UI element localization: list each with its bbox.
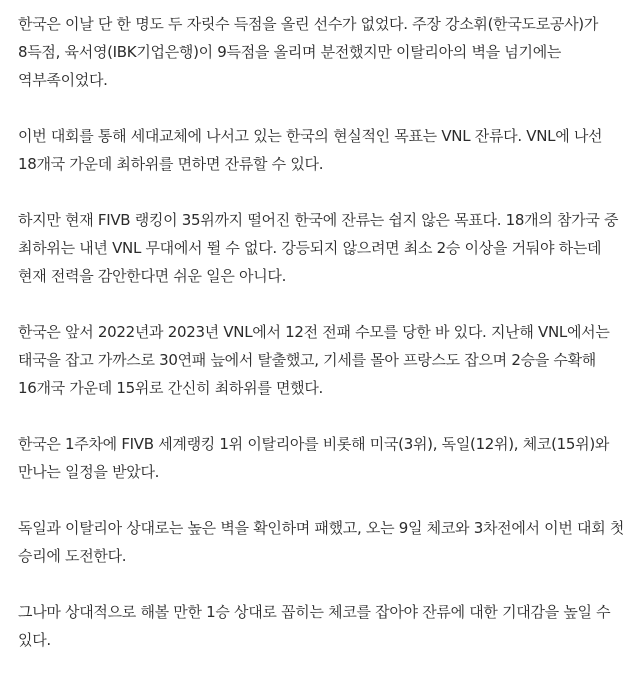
article-paragraph: 독일과 이탈리아 상대로는 높은 벽을 확인하며 패했고, 오는 9일 체코와 3차전에서 이번 대회 첫 승리에 도전한다.: [18, 519, 625, 565]
article-paragraph: 하지만 현재 FIVB 랭킹이 35위까지 떨어진 한국에 잔류는 쉽지 않은 목표다. 18개의 참가국 중 최하위는 내년 VNL 무대에서 뛸 수 없다. 강등되지 않으려면 최소 2승 이상을 거둬야 하는데 현재 전력을 감안한다면 쉬운 일은 아니다.: [18, 211, 619, 285]
article-paragraph: 한국은 1주차에 FIVB 세계랭킹 1위 이탈리아를 비롯해 미국(3위), 독일(12위), 체코(15위)와 만나는 일정을 받았다.: [18, 435, 610, 481]
article-paragraph: 그나마 상대적으로 해볼 만한 1승 상대로 꼽히는 체코를 잡아야 잔류에 대한 기대감을 높일 수 있다.: [18, 603, 611, 649]
article-paragraph: 한국은 앞서 2022년과 2023년 VNL에서 12전 전패 수모를 당한 바 있다. 지난해 VNL에서는 태국을 잡고 가까스로 30연패 늪에서 탈출했고, 기세를 몰아 프랑스도 잡으며 2승을 수확해 16개국 가운데 15위로 간신히 최하위를 면했다.: [18, 323, 610, 397]
article-paragraph: 한국은 이날 단 한 명도 두 자릿수 득점을 올린 선수가 없었다. 주장 강소휘(한국도로공사)가 8득점, 육서영(IBK기업은행)이 9득점을 올리며 분전했지만 이탈리아의 벽을 넘기에는 역부족이었다.: [18, 15, 599, 89]
article-paragraph: 이번 대회를 통해 세대교체에 나서고 있는 한국의 현실적인 목표는 VNL 잔류다. VNL에 나선 18개국 가운데 최하위를 면하면 잔류할 수 있다.: [18, 127, 603, 173]
